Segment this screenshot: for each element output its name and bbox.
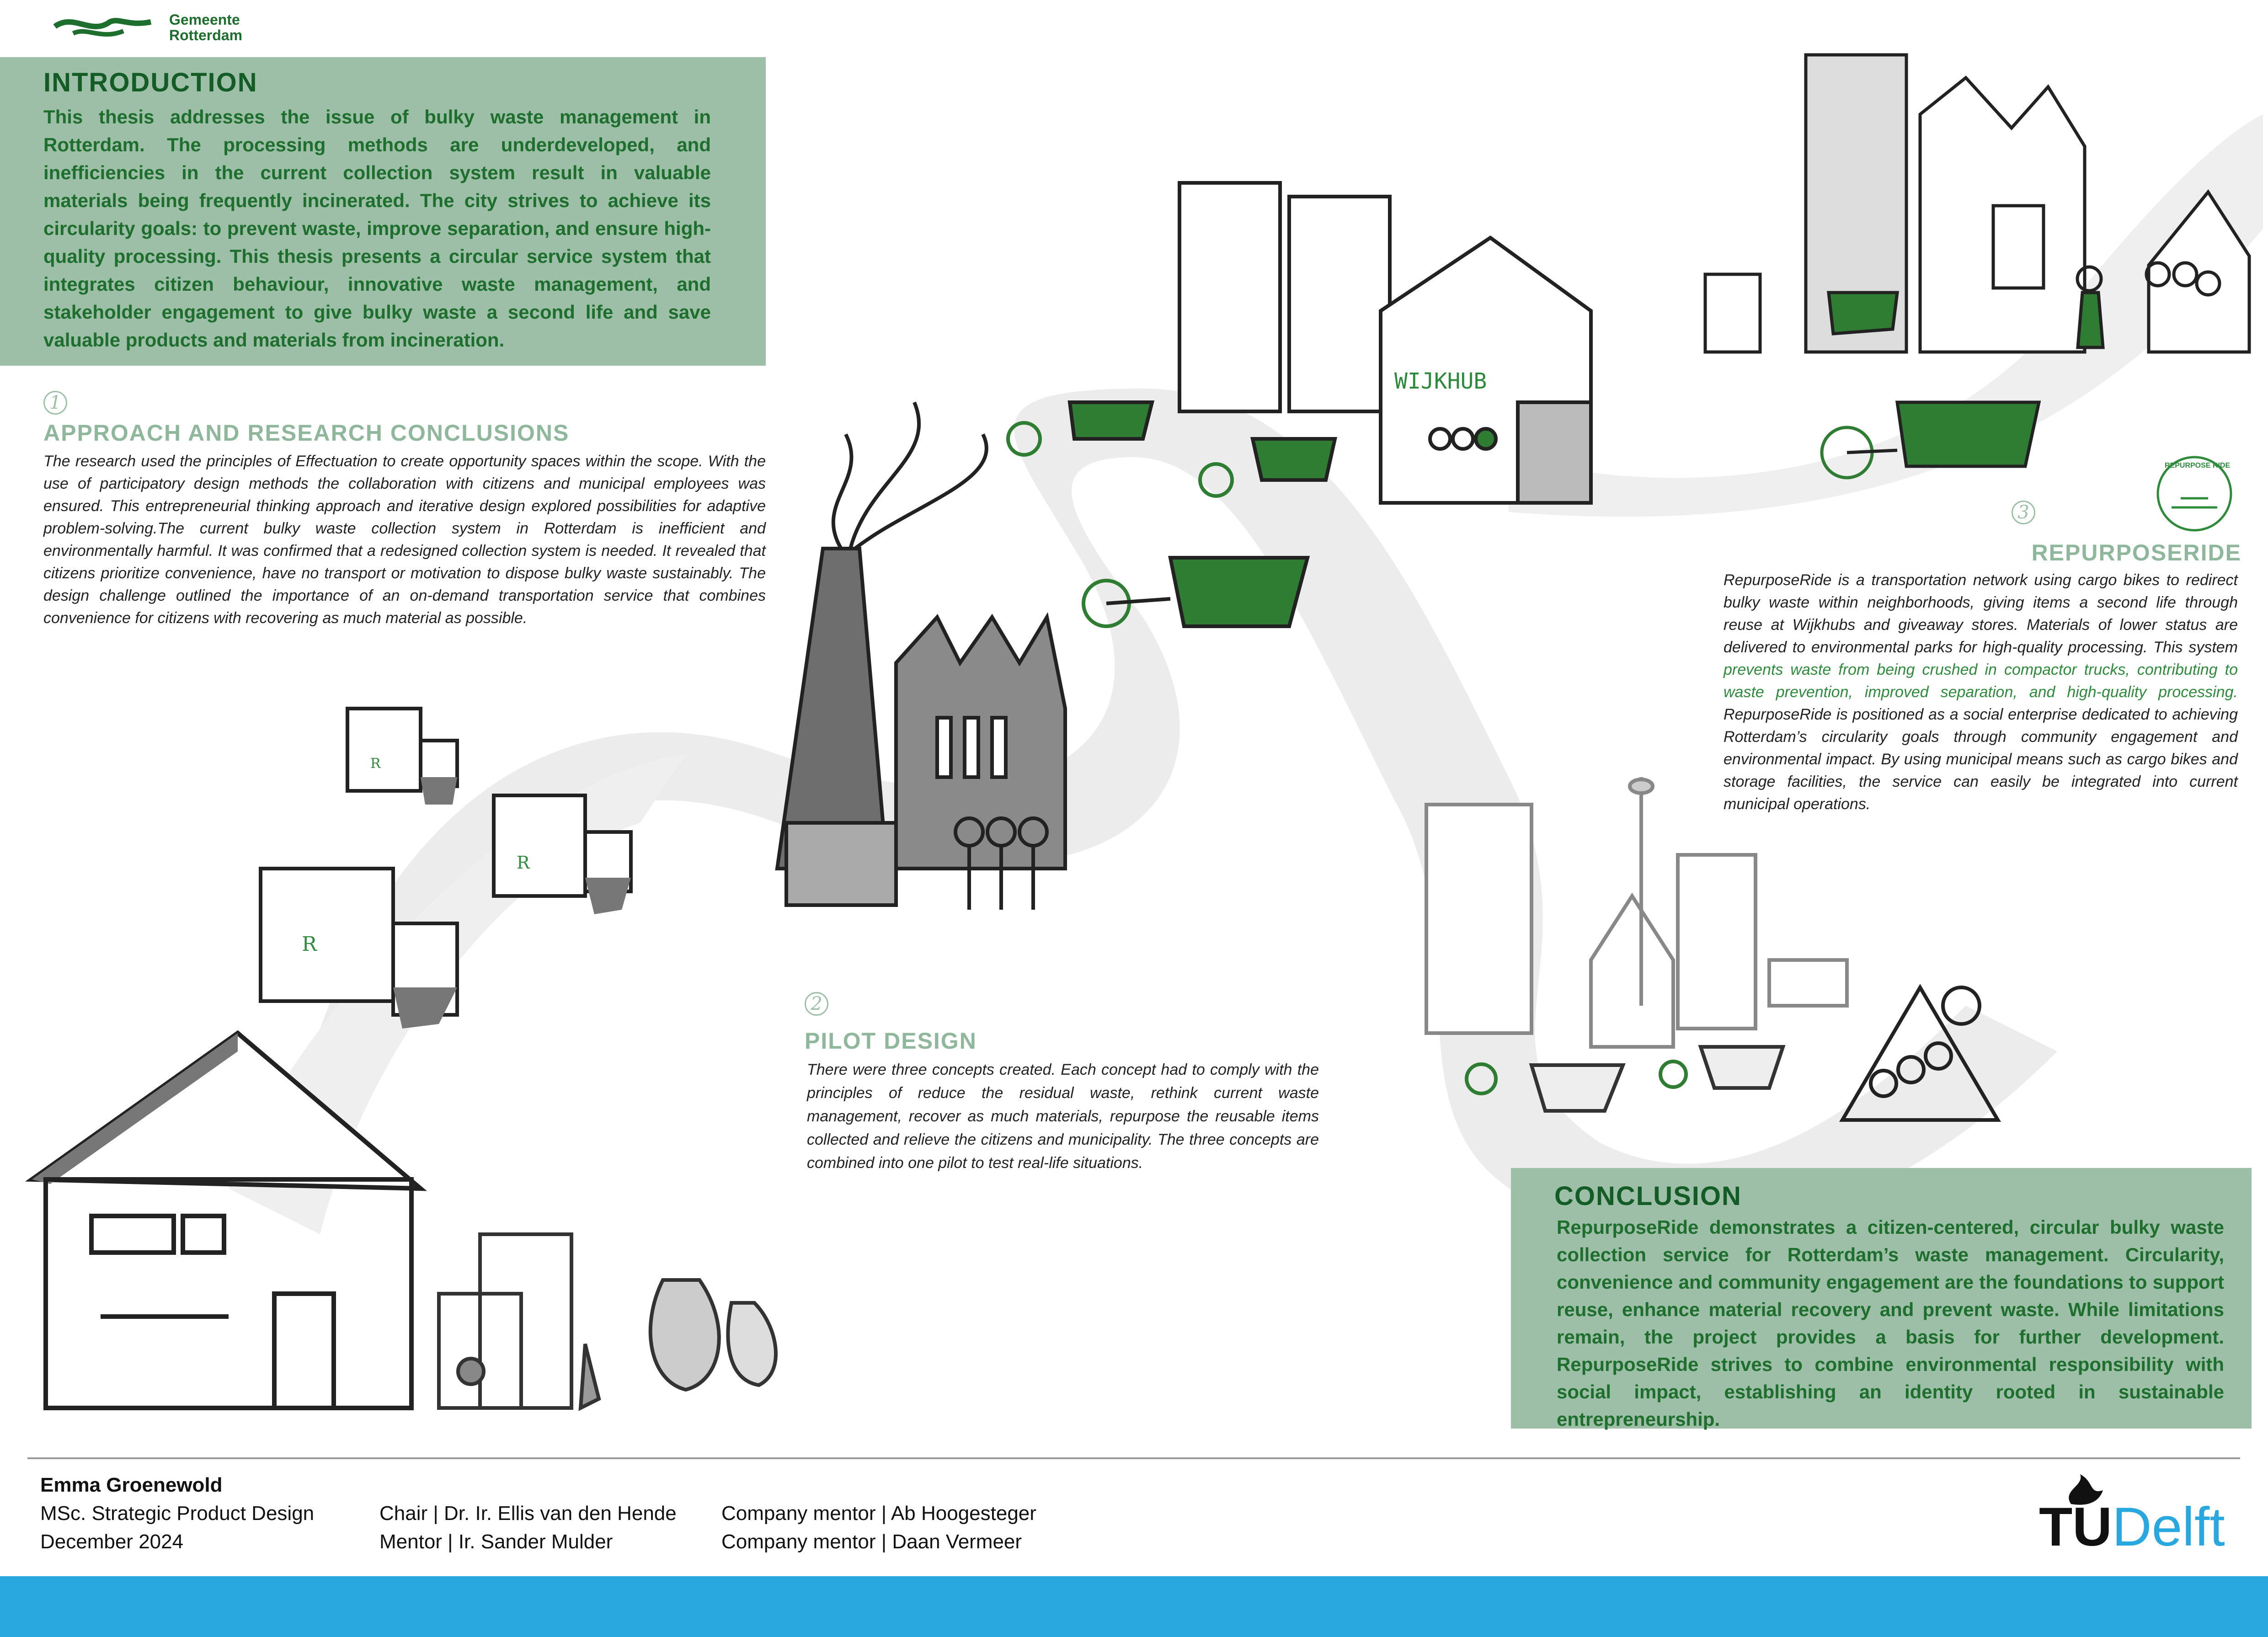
svg-text:R: R (517, 853, 530, 873)
footer-company-block (721, 1499, 1036, 1556)
pilot-title: PILOT DESIGN (805, 1028, 977, 1054)
pilot-number: 2 (805, 992, 828, 1016)
approach-title: APPROACH AND RESEARCH CONCLUSIONS (43, 420, 570, 446)
delft-wordmark: Delft (2112, 1496, 2225, 1557)
chair: Chair | Dr. Ir. Ellis van den Hende (379, 1502, 677, 1525)
tudelft-logo (2039, 1472, 2249, 1557)
repurposeride-body-part2: RepurposeRide is positioned as a social enterprise dedicated to achieving Rotterdam’s circularity goals through community engagement and environmental impact. By using municipal means such as cargo bikes and storage facilities, the service can easily be integrated into current municipal operations. (1724, 706, 2238, 813)
repurposeride-title: REPURPOSERIDE (2031, 540, 2241, 565)
study-program: MSc. Strategic Product Design (40, 1502, 315, 1525)
approach-number: 1 (43, 391, 67, 415)
pilot-body: There were three concepts created. Each concept had to comply with the principles of reduce the residual waste, rethink current waste management, recover as much materials, repurpose the reusable items collected and relieve the citizens and municipality. The three concepts are combined into one pilot to test real-life situations. (807, 1061, 1319, 1172)
footer-bar (0, 1576, 2268, 1637)
repurposeride-body-highlight: prevents waste from being crushed in compactor trucks, contributing to waste prevention, improved separation, and high-quality processing. (1724, 661, 2238, 701)
introduction-title: INTRODUCTION (43, 68, 258, 97)
repurpose-ride-badge-label: REPURPOSE RIDE (2165, 462, 2231, 469)
conclusion-body: RepurposeRide demonstrates a citizen-centered, circular bulky waste collection service for Rotterdam’s waste management. Circularity, convenience and community engagement are the foundations to support reuse, enhance material recovery and prevent waste. While limitations remain, the project provides a basis for further development. RepurposeRide strives to combine environmental responsibility with social impact, establishing an identity rooted in sustainable entrepreneurship. (1557, 1216, 2224, 1430)
date: December 2024 (40, 1530, 184, 1553)
wijkhub-sign-text: WIJKHUB (1394, 368, 1487, 394)
conclusion-box (1511, 1168, 2252, 1429)
footer-author-block (40, 1471, 314, 1556)
footer-supervisors-block (379, 1499, 677, 1556)
author-name: Emma Groenewold (40, 1474, 223, 1496)
approach-body: The research used the principles of Effectuation to create opportunity spaces within the scope. With the use of participatory design methods the collaboration with citizens and municipal employees was ensured. This entrepreneurial thinking approach and iterative design explored possibilities for adaptive problem-solving.The current bulky waste collection system in Rotterdam is inefficient and environmentally harmful. It was confirmed that a redesigned collection system is needed. It revealed that citizens prioritize convenience, have no transport or motivation to dispose bulky waste sustainably. The design challenge outlined the importance of an on-demand transportation service that combines convenience for citizens with recovering as much material as possible. (43, 453, 766, 627)
repurposeride-number: 3 (2012, 501, 2035, 524)
factory-drawing (777, 402, 1065, 910)
gemeente-logo-icon (46, 8, 160, 45)
city-top-right-drawing (1705, 55, 2249, 478)
conclusion-title: CONCLUSION (1554, 1181, 1742, 1211)
introduction-body: This thesis addresses the issue of bulky waste management in Rotterdam. The processing methods are underdeveloped, and inefficiencies in the current collection system result in valuable materials being frequently incinerated. The city strives to achieve its circularity goals: to prevent waste, improve separation, and ensure high-quality processing. This thesis presents a circular service system that integrates citizen behaviour, innovative waste management, and stakeholder engagement to give bulky waste a second life and save valuable products and materials from incineration. (43, 106, 711, 351)
gemeente-logo-line2: Rotterdam (169, 27, 243, 43)
gemeente-logo (46, 8, 265, 45)
mentor: Mentor | Ir. Sander Mulder (379, 1530, 613, 1553)
introduction-box (0, 57, 766, 366)
tu-wordmark: TU (2039, 1496, 2112, 1557)
gemeente-logo-line1: Gemeente (169, 11, 240, 28)
waste-pile-drawing (439, 1234, 776, 1408)
company-mentor-1: Company mentor | Ab Hoogesteger (721, 1502, 1036, 1525)
svg-text:R: R (370, 756, 381, 772)
repurposeride-body-part1: RepurposeRide is a transportation network using cargo bikes to redirect bulky waste within neighborhoods, giving items a second life through reuse at Wijkhubs and giveaway stores. Materials of lower status are delivered to environmental parks for high-quality processing. This system (1724, 571, 2238, 656)
repurposeride-body (1724, 569, 2238, 816)
svg-text:R: R (302, 933, 317, 956)
company-mentor-2: Company mentor | Daan Vermeer (721, 1530, 1022, 1553)
